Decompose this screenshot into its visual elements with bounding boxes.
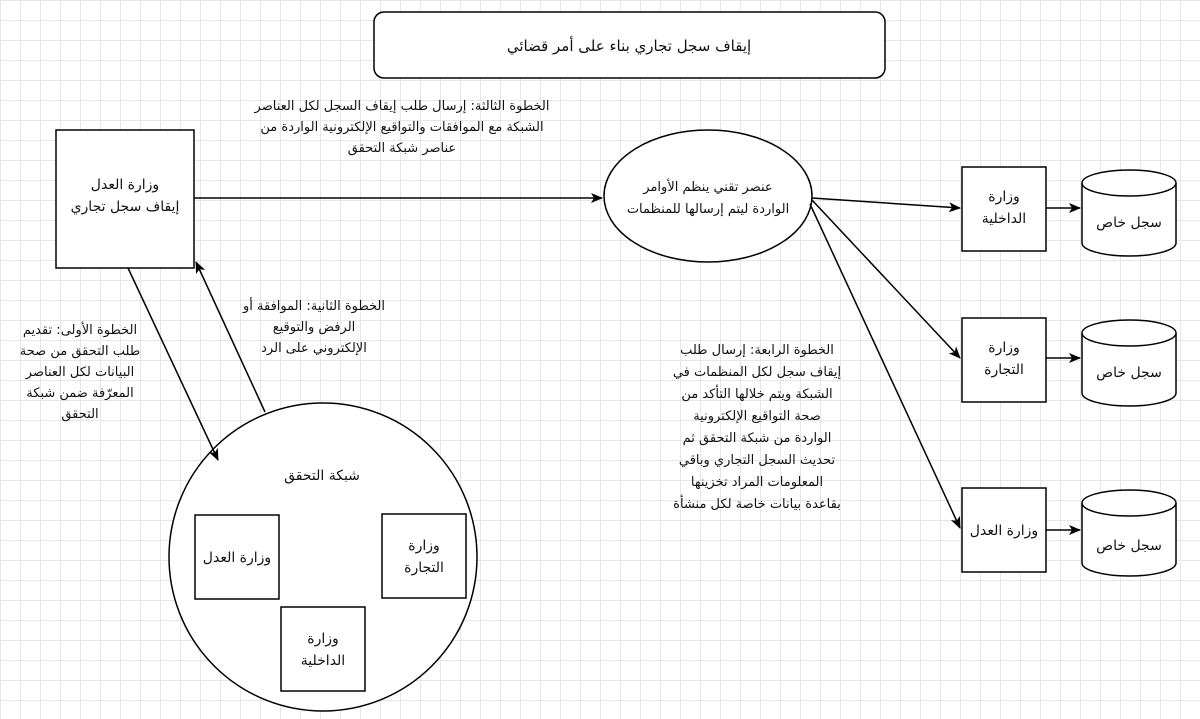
tech-element-ellipse <box>604 130 812 262</box>
step1-line: المعرّفة ضمن شبكة <box>26 386 134 401</box>
step3-line: الشبكة مع الموافقات والتواقيع الإلكترونية الواردة من <box>260 120 544 135</box>
arrow-to-interior <box>812 198 960 208</box>
org-commerce-box <box>962 318 1046 402</box>
network-justice-label: وزارة العدل <box>202 550 272 566</box>
tech-element-line2: الواردة ليتم إرسالها للمنظمات <box>626 202 790 217</box>
record-db-interior <box>1082 170 1176 256</box>
diagram-title: إيقاف سجل تجاري بناء على أمر قضائي <box>506 37 752 55</box>
org-interior-line1: وزارة <box>988 189 1020 205</box>
step1-line: التحقق <box>61 407 99 422</box>
record-db-commerce-label: سجل خاص <box>1096 365 1162 381</box>
org-interior-box <box>962 167 1046 251</box>
step1-line: الخطوة الأولى: تقديم <box>22 323 138 338</box>
step4-line: بقاعدة بيانات خاصة لكل منشأة <box>673 497 841 512</box>
step1-note <box>4 320 156 425</box>
step4-line: المعلومات المراد تخزينها <box>690 475 824 490</box>
step2-line: الرفض والتوقيع <box>272 320 356 335</box>
step4-line: الواردة من شبكة التحقق ثم <box>682 431 832 446</box>
network-title: شبكة التحقق <box>284 468 360 484</box>
step2-line: الخطوة الثانية: الموافقة أو <box>243 299 385 314</box>
step2-line: الإلكتروني على الرد <box>261 341 367 356</box>
network-interior-box <box>281 607 365 691</box>
step3-note <box>210 96 594 159</box>
network-interior-line1: وزارة <box>307 631 339 647</box>
org-commerce-line2: التجارة <box>984 362 1024 378</box>
record-db-justice-label: سجل خاص <box>1096 538 1162 554</box>
network-commerce-line1: وزارة <box>408 538 440 554</box>
network-commerce-box <box>382 514 466 598</box>
step1-line: طلب التحقق من صحة <box>19 344 141 359</box>
step2-note <box>224 296 404 359</box>
step3-line: عناصر شبكة التحقق <box>347 141 457 156</box>
step4-line: صحة التواقيع الإلكترونية <box>693 409 821 424</box>
step4-line: إيقاف سجل لكل المنظمات في <box>672 365 842 380</box>
step4-line: الخطوة الرابعة: إرسال طلب <box>680 343 834 358</box>
justice-box-line2: إيقاف سجل تجاري <box>70 199 180 215</box>
step3-line: الخطوة الثالثة: إرسال طلب إيقاف السجل لكل العناصر <box>254 99 550 114</box>
justice-box-line1: وزارة العدل <box>90 177 160 193</box>
network-interior-line2: الداخلية <box>300 653 346 669</box>
org-justice-line1: وزارة العدل <box>969 523 1039 539</box>
org-interior-line2: الداخلية <box>981 211 1027 227</box>
arrow-to-commerce <box>812 200 960 358</box>
record-db-justice <box>1082 490 1176 576</box>
step1-line: البيانات لكل العناصر <box>25 365 135 380</box>
org-commerce-line1: وزارة <box>988 340 1020 356</box>
record-db-commerce <box>1082 320 1176 406</box>
step4-note <box>640 340 874 516</box>
step4-line: تحديث السجل التجاري وباقي <box>678 453 836 468</box>
tech-element-line1: عنصر تقني ينظم الأوامر <box>643 180 773 195</box>
network-commerce-line2: التجارة <box>404 560 444 576</box>
step4-line: الشبكة ويتم خلالها التأكد من <box>681 387 833 402</box>
record-db-interior-label: سجل خاص <box>1096 215 1162 231</box>
